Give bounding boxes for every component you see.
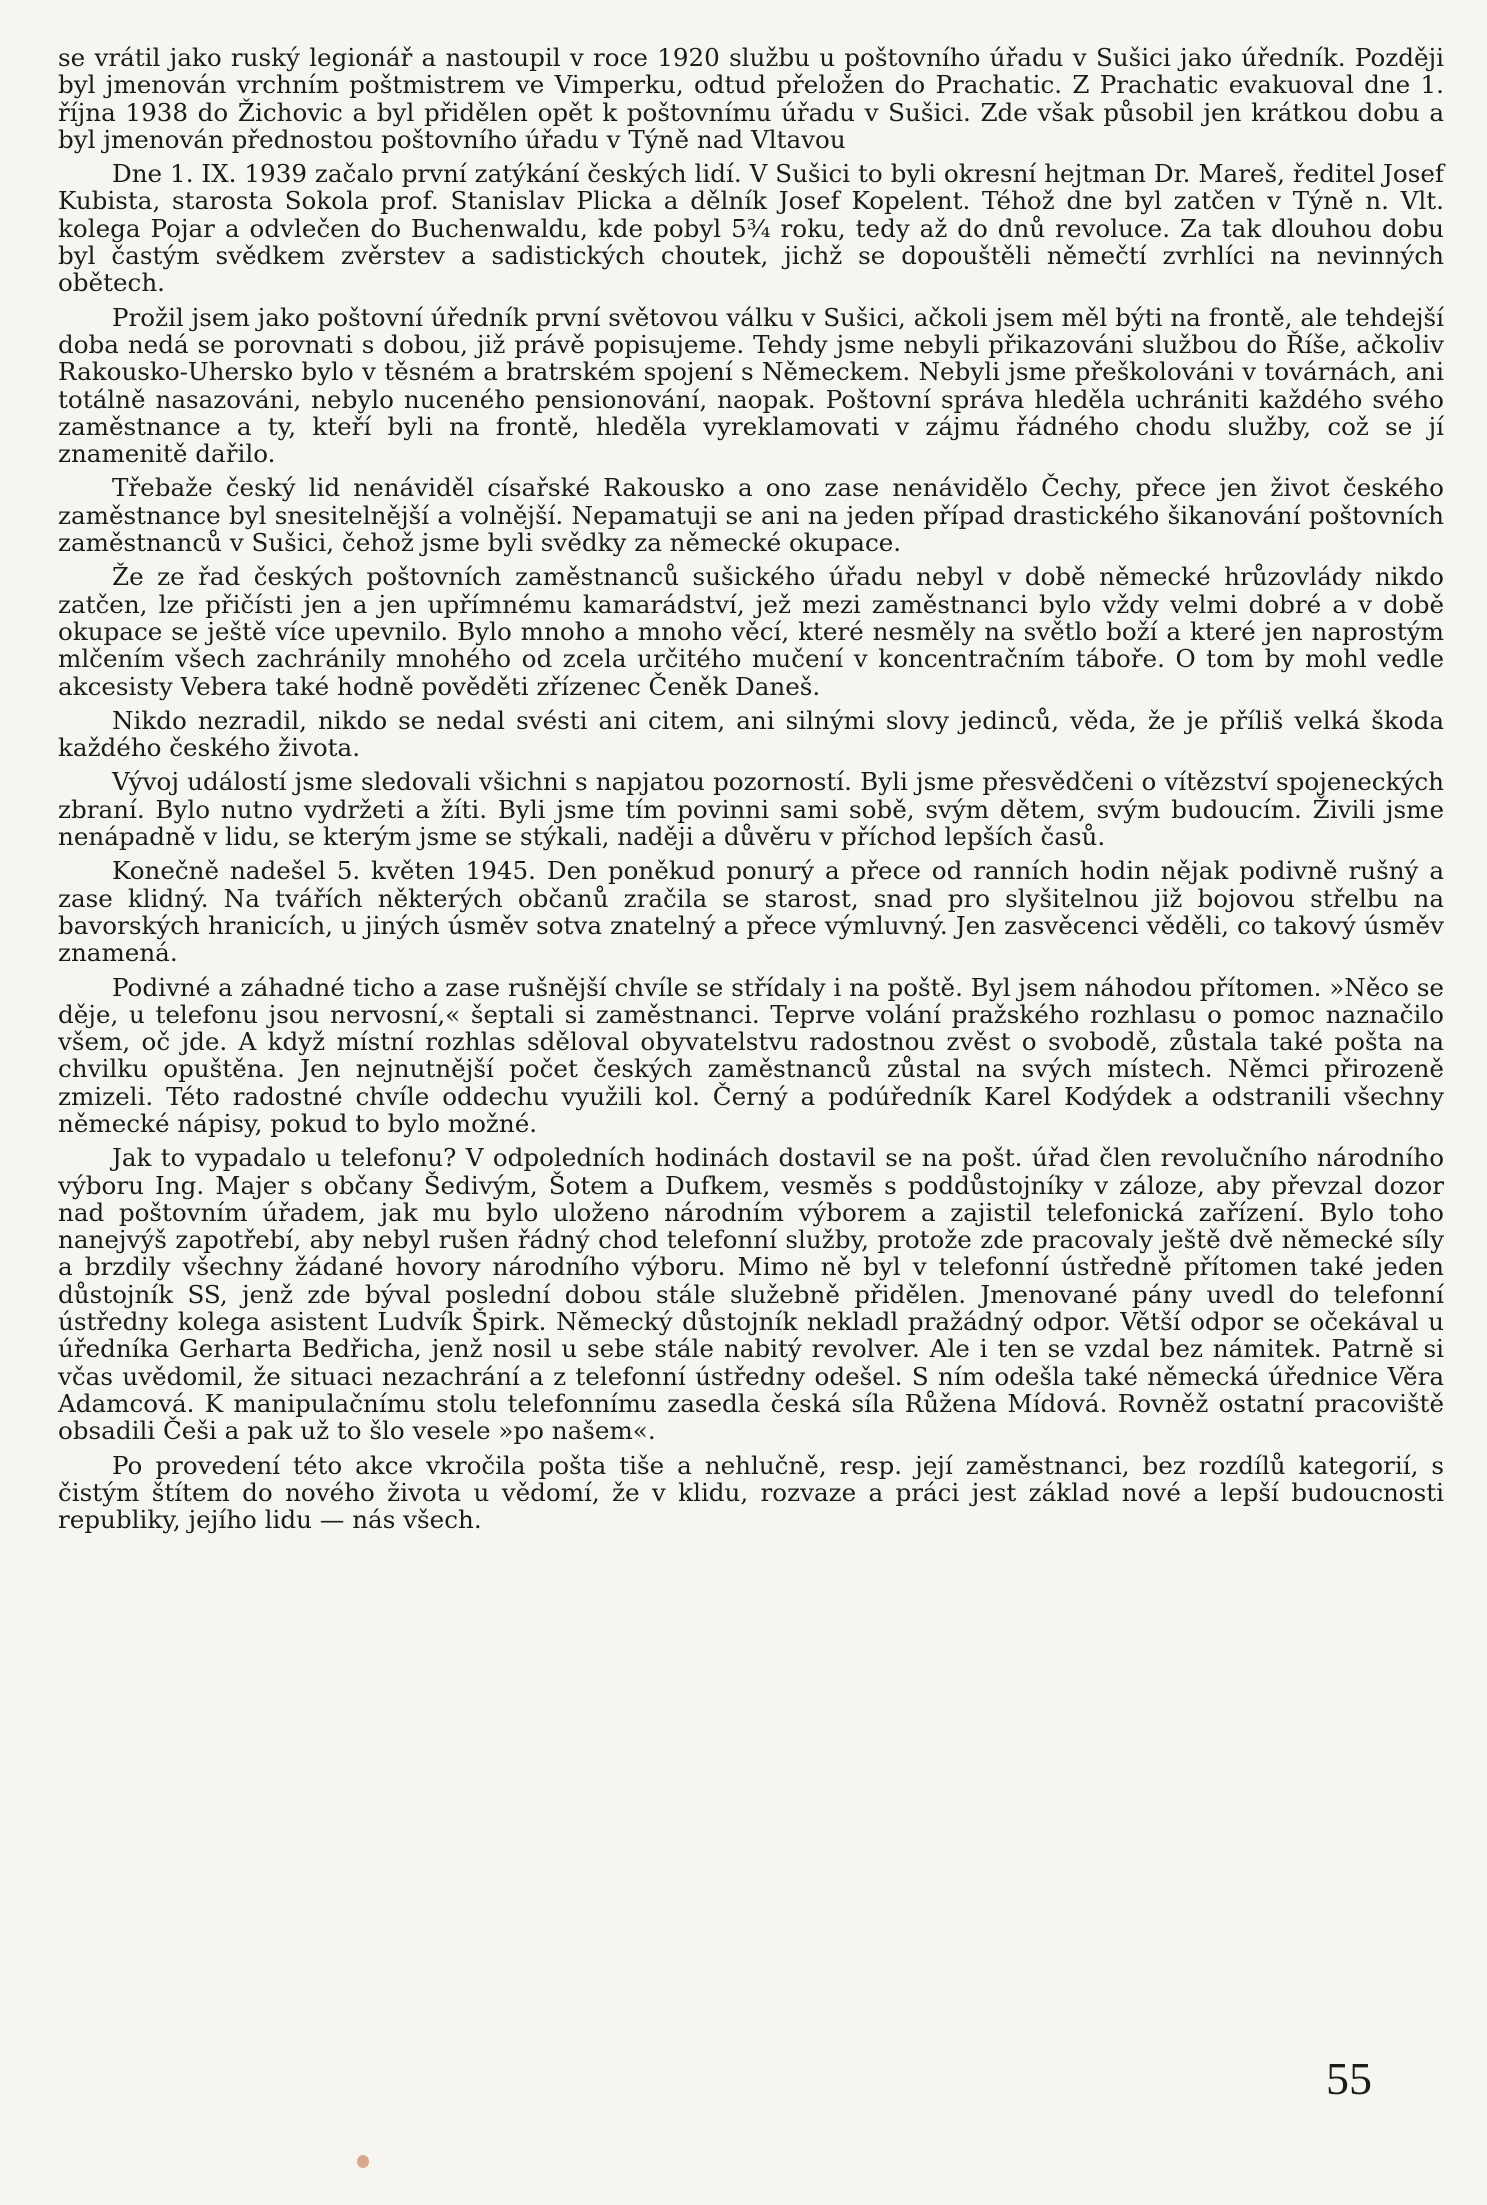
paragraph: Že ze řad českých poštovních zaměstnanců sušického úřadu nebyl v době německé hrůzovlády nikdo zatčen, lze přičísti jen a jen upřímnému kamarádství, jež mezi zaměstnanci bylo vždy velmi dobré a v době okupace se ještě více upevnilo. Bylo mnoho a mnoho věcí, které nesměly na světlo boží a které jen naprostým mlčením všech zachránily mnohého od zcela určitého mučení v koncentračním táboře. O tom by mohl vedle akcesisty Vebera také hodně pověděti zřízenec Čeněk Daneš. bbox=[58, 562, 1444, 701]
paragraph: se vrátil jako ruský legionář a nastoupil v roce 1920 službu u poštovního úřadu v Sušici jako úředník. Později byl jmenován vrchním poštmistrem ve Vimperku, odtud přeložen do Prachatic. Z Prachatic evakuoval dne 1. října 1938 do Žichovic a byl přidělen opět k poštovnímu úřadu v Sušici. Zde však působil jen krátkou dobu a byl jmenován přednostou poštovního úřadu v Týně nad Vltavou bbox=[58, 43, 1444, 154]
paragraph: Prožil jsem jako poštovní úředník první světovou válku v Sušici, ačkoli jsem měl býti na frontě, ale tehdejší doba nedá se porovnati s dobou, již právě popisujeme. Tehdy jsme nebyli přikazováni službou do Říše, ačkoliv Rakousko-Uhersko bylo v těsném a bratrském spojení s Německem. Nebyli jsme přeškolováni v továrnách, ani totálně nasazováni, nebylo nuceného pensionování, naopak. Poštovní správa hleděla uchrániti každého svého zaměstnance a ty, kteří byli na frontě, hleděla vyreklamovati v zájmu řádného chodu služby, což se jí znamenitě dařilo. bbox=[58, 302, 1444, 469]
paragraph: Po provedení této akce vkročila pošta tiše a nehlučně, resp. její zaměstnanci, bez rozdílů kategorií, s čistým štítem do nového života u vědomí, že v klidu, rozvaze a práci jest základ nové a lepší budoucnosti republiky, jejího lidu — nás všech. bbox=[58, 1450, 1444, 1535]
page-number: 55 bbox=[1326, 2053, 1372, 2104]
paragraph: Nikdo nezradil, nikdo se nedal svésti ani citem, ani silnými slovy jedinců, věda, že je příliš velká škoda každého českého života. bbox=[58, 705, 1444, 763]
paragraph: Jak to vypadalo u telefonu? V odpoledních hodinách dostavil se na pošt. úřad člen revolučního národního výboru Ing. Majer s občany Šedivým, Šotem a Dufkem, vesměs s poddůstojníky v záloze, aby převzal dozor nad poštovním úřadem, jak mu bylo uloženo národním výborem a zajistil telefonická zařízení. Bylo toho nanejvýš zapotřebí, aby nebyl rušen řádný chod telefonní služby, protože zde pracovaly ještě dvě německé síly a brzdily všechny žádané hovory národního výboru. Mimo ně byl v telefonní ústředně přítomen také jeden důstojník SS, jenž zde býval poslední dobou stále služebně přidělen. Jmenované pány uvedl do telefonní ústředny kolega asistent Ludvík Špirk. Německý důstojník nekladl pražádný odpor. Větší odpor se očekával u úředníka Gerharta Bedřicha, jenž nosil u sebe stále nabitý revolver. Ale i ten se vzdal bez námitek. Patrně si včas uvědomil, že situaci nezachrání a z telefonní ústředny odešel. S ním odešla také německá úřednice Věra Adamcová. K manipulačnímu stolu telefonnímu zasedla česká síla Růžena Mídová. Rovněž ostatní pracoviště obsadili Češi a pak už to šlo vesele »po našem«. bbox=[58, 1143, 1444, 1446]
paragraph: Dne 1. IX. 1939 začalo první zatýkání českých lidí. V Sušici to byli okresní hejtman Dr. Mareš, ředitel Josef Kubista, starosta Sokola prof. Stanislav Plicka a dělník Josef Kopelent. Téhož dne byl zatčen v Týně n. Vlt. kolega Pojar a odvlečen do Buchenwaldu, kde pobyl 5¾ roku, tedy až do dnů revoluce. Za tak dlouhou dobu byl častým svědkem zvěrstev a sadistických choutek, jichž se dopouštěli němečtí zvrhlíci na nevinných obětech. bbox=[58, 159, 1444, 298]
paragraph: Podivné a záhadné ticho a zase rušnější chvíle se střídaly i na poště. Byl jsem náhodou přítomen. »Něco se děje, u telefonu jsou nervosní,« šeptali si zaměstnanci. Teprve volání pražského rozhlasu o pomoc naznačilo všem, oč jde. A když místní rozhlas sděloval obyvatelstvu radostnou zvěst o svobodě, zůstala také pošta na chvilku opuštěna. Jen nejnutnější počet českých zaměstnanců zůstal na svých místech. Němci přirozeně zmizeli. Této radostné chvíle oddechu využili kol. Černý a podúředník Karel Kodýdek a odstranili všechny německé nápisy, pokud to bylo možné. bbox=[58, 972, 1444, 1138]
paragraph: Třebaže český lid nenáviděl císařské Rakousko a ono zase nenávidělo Čechy, přece jen život českého zaměstnance byl snesitelnější a volnější. Nepamatuji se ani na jeden případ drastického šikanování poštovních zaměstnanců v Sušici, čehož jsme byli svědky za německé okupace. bbox=[58, 473, 1444, 558]
article-body bbox=[58, 44, 1444, 1540]
paragraph: Vývoj událostí jsme sledovali všichni s napjatou pozorností. Byli jsme přesvědčeni o vítězství spojeneckých zbraní. Bylo nutno vydržeti a žíti. Byli jsme tím povinni sami sobě, svým dětem, svým budoucím. Živili jsme nenápadně v lidu, se kterým jsme se stýkali, naději a důvěru v příchod lepších časů. bbox=[58, 767, 1444, 852]
paragraph: Konečně nadešel 5. květen 1945. Den poněkud ponurý a přece od ranních hodin nějak podivně rušný a zase klidný. Na tvářích některých občanů zračila se starost, snad pro slyšitelnou již bojovou střelbu na bavorských hranicích, u jiných úsměv sotva znatelný a přece výmluvný. Jen zasvěcenci věděli, co takový úsměv znamená. bbox=[58, 856, 1444, 968]
paper-spot bbox=[357, 2155, 369, 2168]
